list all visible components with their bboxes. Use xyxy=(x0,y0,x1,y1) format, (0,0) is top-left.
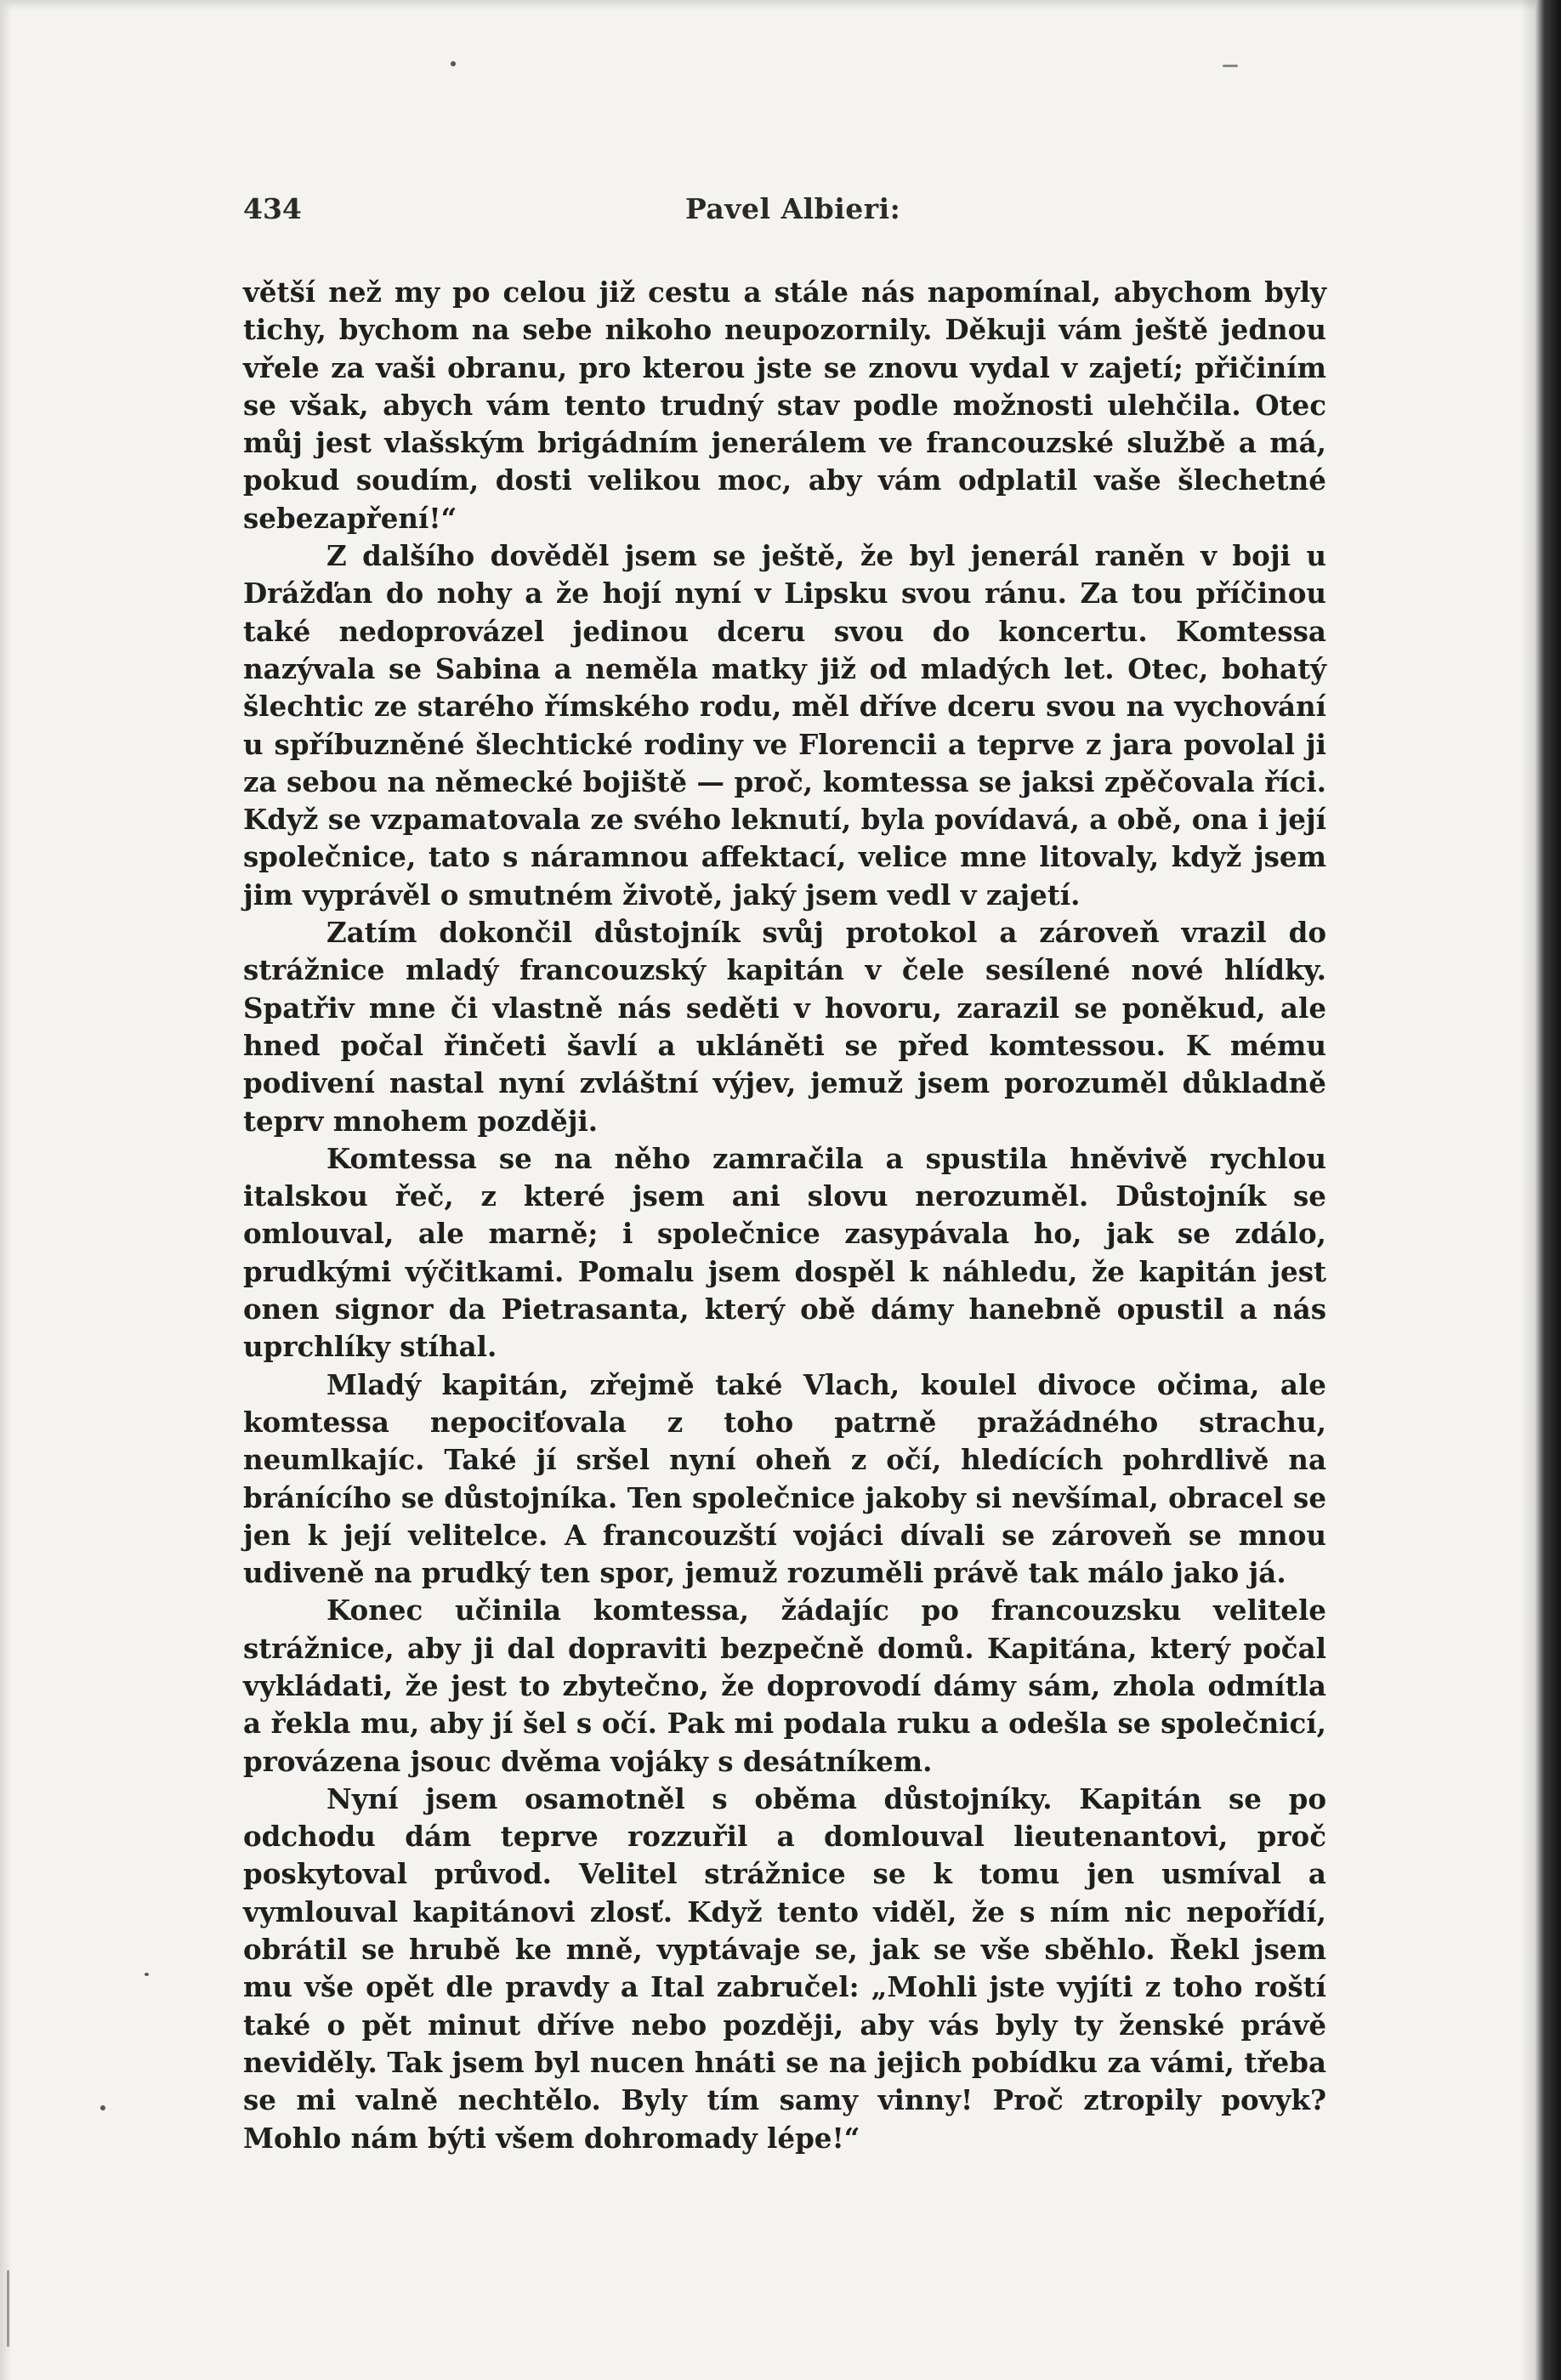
paragraph: Komtessa se na něho zamračila a spustila hněvivě rychlou italskou řeč, z které jsem ani slovu nerozuměl. Důstojník se omlouval, ale marně; i společnice zasypávala ho, jak se zdálo, prudkými výčitkami. Pomalu jsem dospěl k náhledu, že kapitán jest onen signor da Pietrasanta, který obě dámy hanebně opustil a nás uprchlíky stíhal. xyxy=(243,1141,1326,1364)
page-number: 434 xyxy=(243,192,302,225)
page-header xyxy=(243,192,1326,231)
book-edge xyxy=(1535,0,1561,2380)
speck xyxy=(7,2270,9,2347)
paragraph: Zatím dokončil důstojník svůj protokol a zároveň vrazil do strážnice mladý francouzský kapitán v čele sesílené nové hlídky. Spatřiv mne či vlastně nás seděti v hovoru, zarazil se poněkud, ale hned počal řinčeti šavlí a ukláněti se před komtessou. K mému podivení nastal nyní zvláštní výjev, jemuž jsem porozuměl důkladně teprv mnohem později. xyxy=(243,916,1326,1138)
speck xyxy=(1223,65,1238,67)
body-text xyxy=(243,274,1326,2157)
speck xyxy=(451,61,456,66)
page-right-shadow xyxy=(1520,0,1535,2380)
paragraph: Konec učinila komtessa, žádajíc po francouzsku velitele strážnice, aby ji dal dopraviti bezpečně domů. Kapitána, který počal vykládati, že jest to zbytečno, že doprovodí dámy sám, zhola odmítla a řekla mu, aby jí šel s očí. Pak mi podala ruku a odešla se společnicí, provázena jsouc dvěma vojáky s desátníkem. xyxy=(243,1593,1326,1778)
paragraph: Mladý kapitán, zřejmě také Vlach, koulel divoce očima, ale komtessa nepociťovala z toho patrně pražádného strachu, neumlkajíc. Také jí sršel nyní oheň z očí, hledících pohrdlivě na bránícího se důstojníka. Ten společnice jakoby si nevšímal, obracel se jen k její velitelce. A francouzští vojáci dívali se zároveň se mnou udiveně na prudký ten spor, jemuž rozuměli právě tak málo jako já. xyxy=(243,1367,1326,1590)
speck xyxy=(145,1973,149,1976)
speck xyxy=(100,2105,105,2110)
page-left-shadow xyxy=(0,0,12,2380)
page-top-shadow xyxy=(0,0,1561,10)
running-head: Pavel Albieri: xyxy=(685,192,901,225)
paragraph: větší než my po celou již cestu a stále nás napomínal, abychom byly tichy, bychom na sebe nikoho neupozornily. Děkuji vám ještě jednou vřele za vaši obranu, pro kterou jste se znovu vydal v zajetí; přičiním se však, abych vám tento trudný stav podle možnosti ulehčila. Otec můj jest vlašským brigádním jenerálem ve francouzské službě a má, pokud soudím, dosti velikou moc, aby vám odplatil vaše šlechetné sebezapření!“ xyxy=(243,275,1326,535)
paragraph: Z dalšího dověděl jsem se ještě, že byl jenerál raněn v boji u Drážďan do nohy a že hojí nyní v Lipsku svou ránu. Za tou příčinou také nedoprovázel jedinou dceru svou do koncertu. Komtessa nazývala se Sabina a neměla matky již od mladých let. Otec, bohatý šlechtic ze starého římského rodu, měl dříve dceru svou na vychování u spříbuzněné šlechtické rodiny ve Florencii a teprve z jara povolal ji za sebou na německé bojiště — proč, komtessa se jaksi zpěčovala říci. Když se vzpamatovala ze svého leknutí, byla povídavá, a obě, ona i její společnice, tato s náramnou affektací, velice mne litovaly, když jsem jim vyprávěl o smutném životě, jaký jsem vedl v zajetí. xyxy=(243,539,1326,912)
paragraph: Nyní jsem osamotněl s oběma důstojníky. Kapitán se po odchodu dám teprve rozzuřil a domlouval lieutenantovi, proč poskytoval průvod. Velitel strážnice se k tomu jen usmíval a vymlouval kapitánovi zlosť. Když tento viděl, že s ním nic nepořídí, obrátil se hrubě ke mně, vyptávaje se, jak se vše sběhlo. Řekl jsem mu vše opět dle pravdy a Ital zabručel: „Mohli jste vyjíti z toho roští také o pět minut dříve nebo později, aby vás byly ty ženské právě neviděly. Tak jsem byl nucen hnáti se na jejich pobídku za vámi, třeba se mi valně nechtělo. Byly tím samy vinny! Proč ztropily povyk? Mohlo nám býti všem dohromady lépe!“ xyxy=(243,1781,1326,2155)
